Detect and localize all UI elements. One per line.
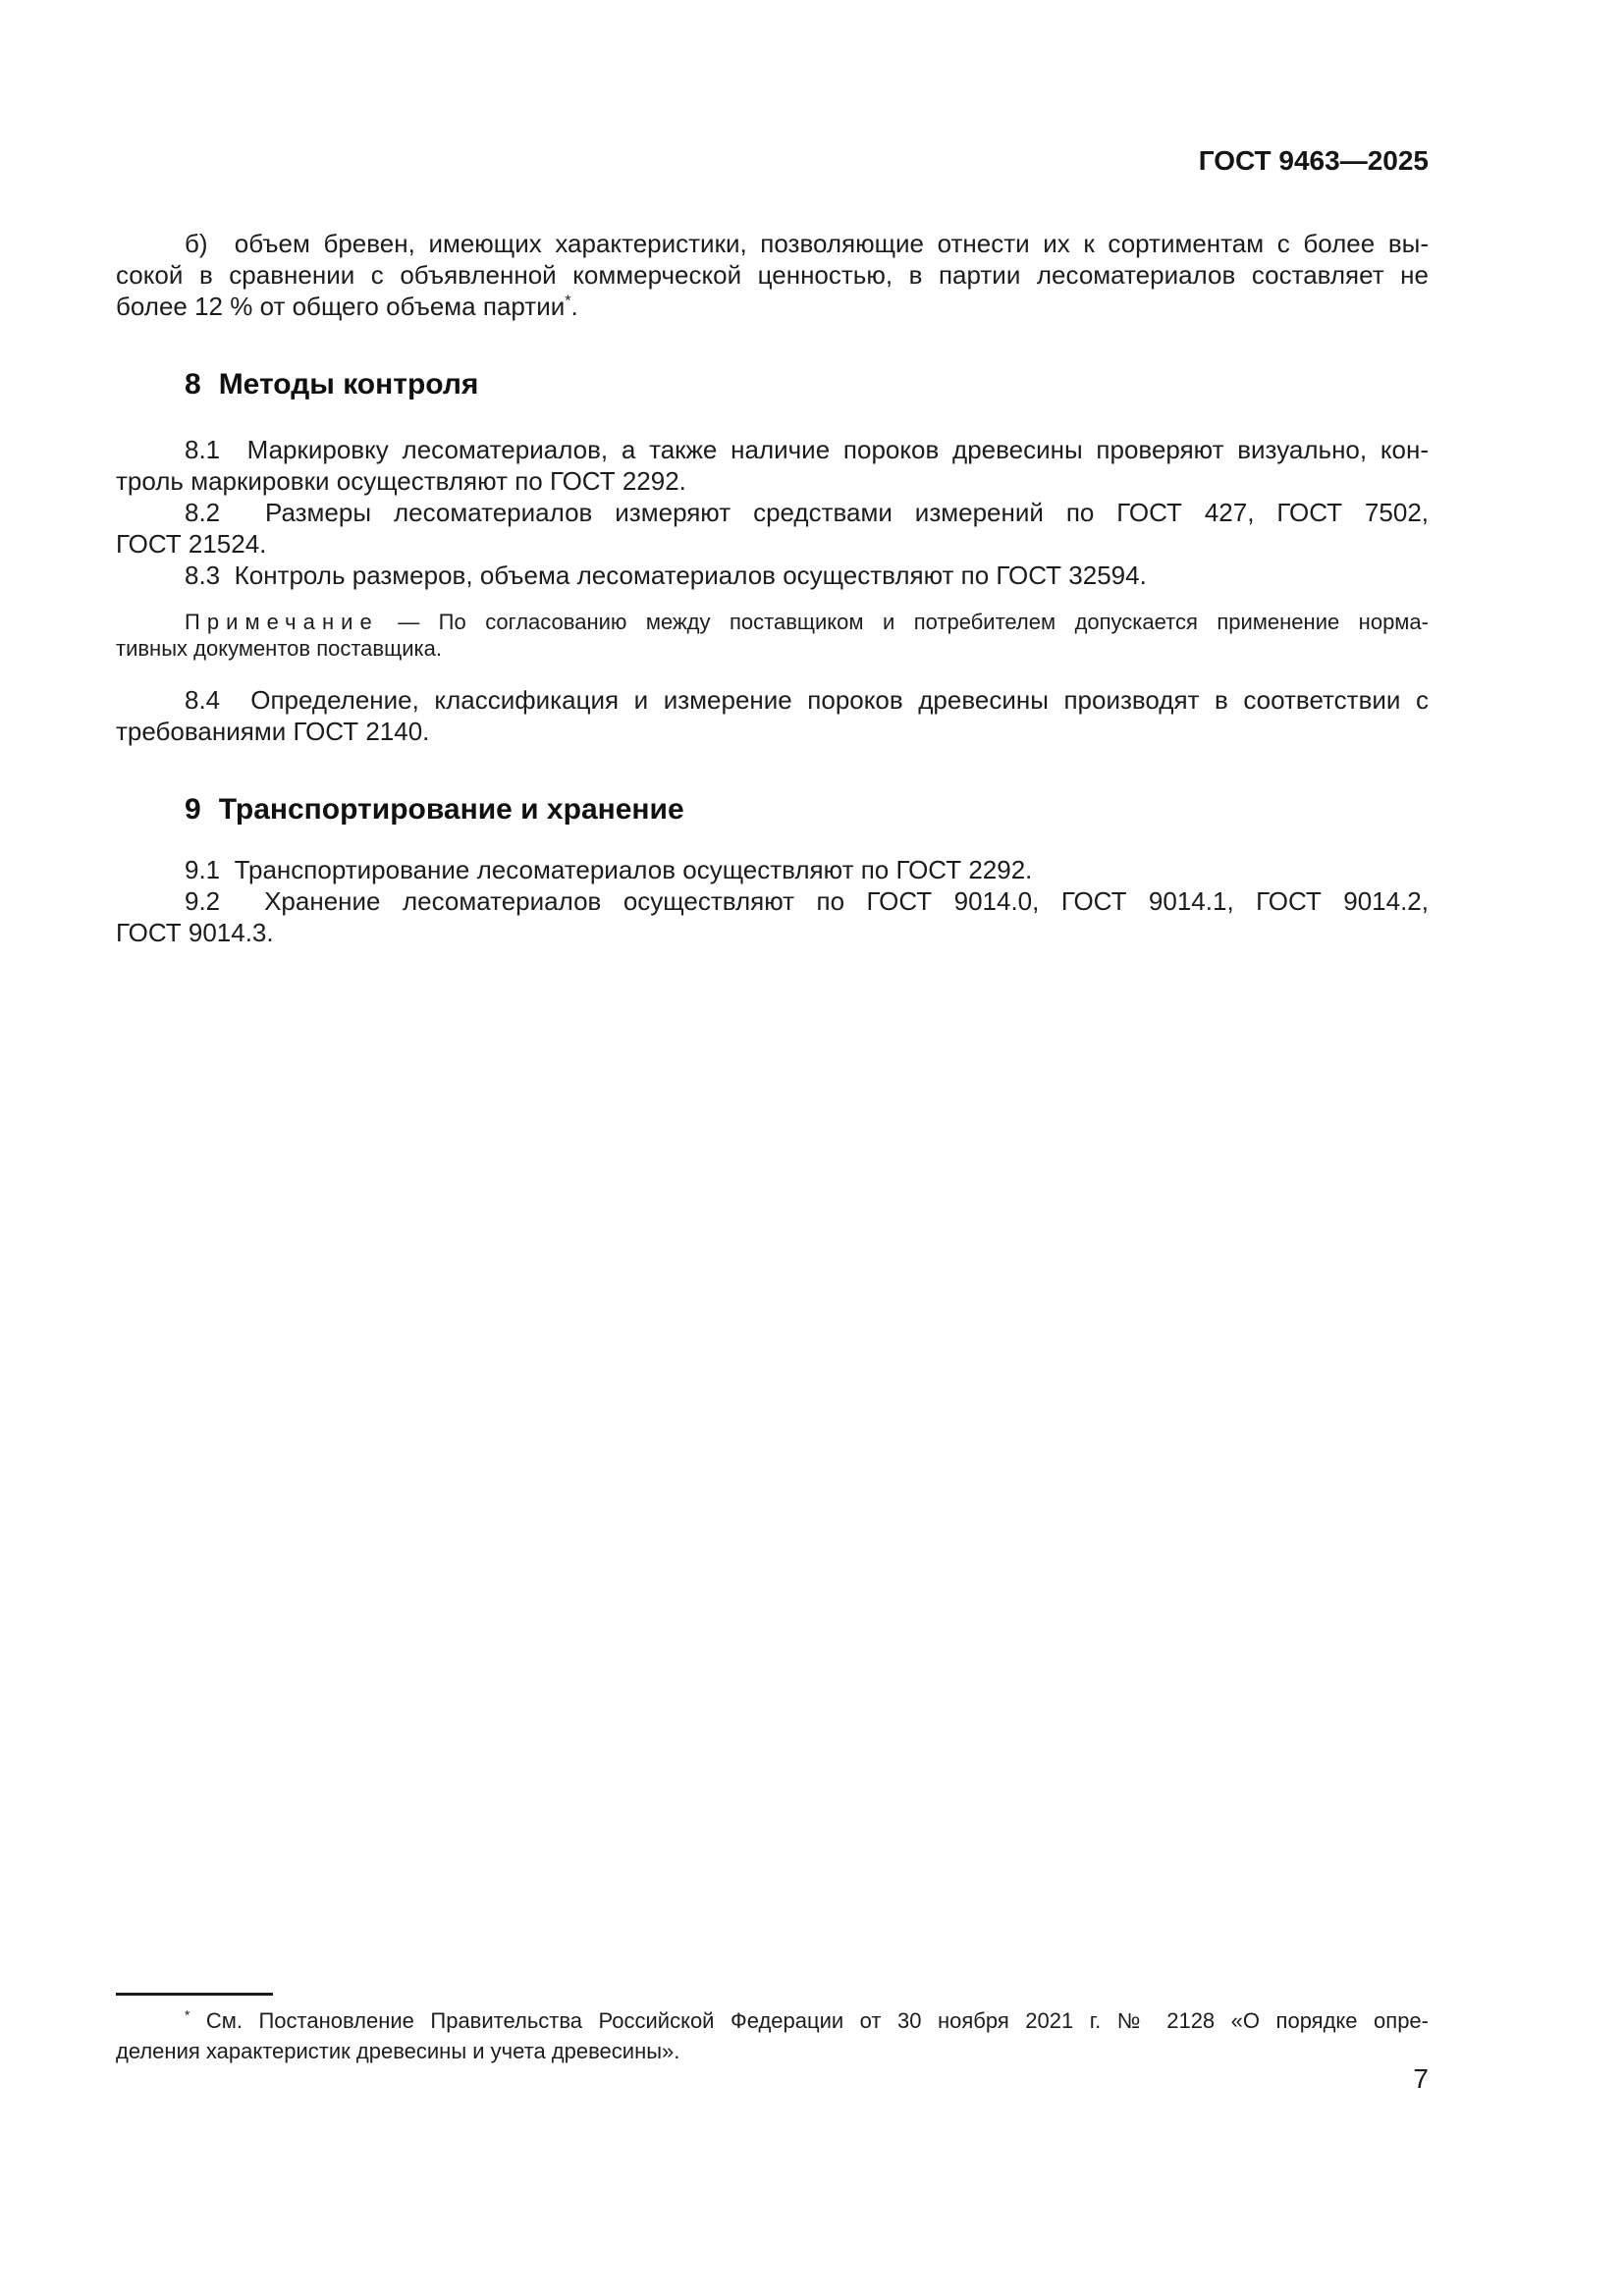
text-line bbox=[116, 259, 1429, 291]
text-segment: 9.2 Хранение лесоматериалов осуществляют по ГОСТ 9014.0, ГОСТ 9014.1, ГОСТ 9014.2, bbox=[185, 886, 1429, 916]
clause-9-1 bbox=[116, 854, 1429, 885]
clause-8-1 bbox=[116, 434, 1429, 497]
text-line bbox=[116, 684, 1429, 716]
text-segment: — По согласованию между поставщиком и потребителем допускается применение норма- bbox=[378, 610, 1429, 634]
text-segment: б) объем бревен, имеющих характеристики, позволяющие отнести их к сортиментам с более вы- bbox=[185, 229, 1429, 258]
text-segment: 8.4 Определение, классификация и измерение пороков древесины производят в соответствии с bbox=[185, 685, 1429, 715]
text-line bbox=[116, 497, 1429, 528]
clause-8-4 bbox=[116, 684, 1429, 747]
text-segment: ГОСТ 9014.3. bbox=[116, 918, 274, 947]
footnote-marker: * bbox=[185, 2007, 190, 2023]
text-segment: троль маркировки осуществляют по ГОСТ 2292. bbox=[116, 466, 686, 496]
section-number: 8 bbox=[185, 368, 201, 400]
text-line bbox=[116, 434, 1429, 465]
text-line bbox=[116, 854, 1429, 885]
clause-8-3 bbox=[116, 560, 1429, 591]
text-line bbox=[116, 609, 1429, 635]
text-line bbox=[116, 885, 1429, 917]
section-8-heading bbox=[116, 365, 1429, 404]
text-segment: требованиями ГОСТ 2140. bbox=[116, 717, 430, 746]
footnote-text bbox=[116, 2005, 1429, 2066]
text-column bbox=[116, 0, 1429, 948]
footnote-marker: * bbox=[565, 292, 571, 310]
page-number: 7 bbox=[1413, 2063, 1429, 2094]
text-segment: 9.1 Транспортирование лесоматериалов осуществляют по ГОСТ 2292. bbox=[185, 855, 1033, 884]
clause-b-paragraph bbox=[116, 228, 1429, 322]
section-number: 9 bbox=[185, 793, 201, 826]
text-segment: сокой в сравнении с объявленной коммерческой ценностью, в партии лесоматериалов составляет не bbox=[116, 260, 1429, 290]
section-title: Транспортирование и хранение bbox=[218, 793, 684, 826]
section-title: Методы контроля bbox=[218, 368, 479, 400]
text-segment: тивных документов поставщика. bbox=[116, 636, 442, 661]
clause-8-2 bbox=[116, 497, 1429, 560]
text-line bbox=[116, 560, 1429, 591]
doc-code-header: ГОСТ 9463—2025 bbox=[1198, 145, 1429, 176]
text-segment: . bbox=[570, 292, 578, 321]
text-line bbox=[116, 528, 1429, 560]
text-line bbox=[116, 465, 1429, 497]
text-segment: деления характеристик древесины и учета древесины». bbox=[116, 2039, 680, 2063]
text-segment: Примечание bbox=[185, 610, 379, 634]
text-line bbox=[116, 228, 1429, 259]
text-segment: См. Постановление Правительства Российской Федерации от 30 ноября 2021 г. № 2128 «О порядке опре- bbox=[189, 2008, 1429, 2033]
text-line bbox=[116, 291, 1429, 322]
text-segment: 8.3 Контроль размеров, объема лесоматериалов осуществляют по ГОСТ 32594. bbox=[185, 561, 1147, 590]
clause-9-2 bbox=[116, 885, 1429, 948]
text-segment: 8.1 Маркировку лесоматериалов, а также наличие пороков древесины проверяют визуально, кон- bbox=[185, 435, 1429, 464]
text-segment: более 12 % от общего объема партии bbox=[116, 292, 566, 321]
note-after-8-3 bbox=[116, 609, 1429, 662]
text-line bbox=[116, 2005, 1429, 2036]
footnote-rule bbox=[116, 1993, 273, 1996]
section-9-heading bbox=[116, 790, 1429, 829]
text-line bbox=[116, 716, 1429, 747]
text-segment: ГОСТ 21524. bbox=[116, 529, 267, 559]
footnote bbox=[116, 1993, 1429, 2066]
body-blocks bbox=[116, 228, 1429, 948]
text-line bbox=[116, 2036, 1429, 2066]
text-segment: 8.2 Размеры лесоматериалов измеряют средствами измерений по ГОСТ 427, ГОСТ 7502, bbox=[185, 498, 1429, 527]
text-line bbox=[116, 635, 1429, 662]
text-line bbox=[116, 917, 1429, 948]
